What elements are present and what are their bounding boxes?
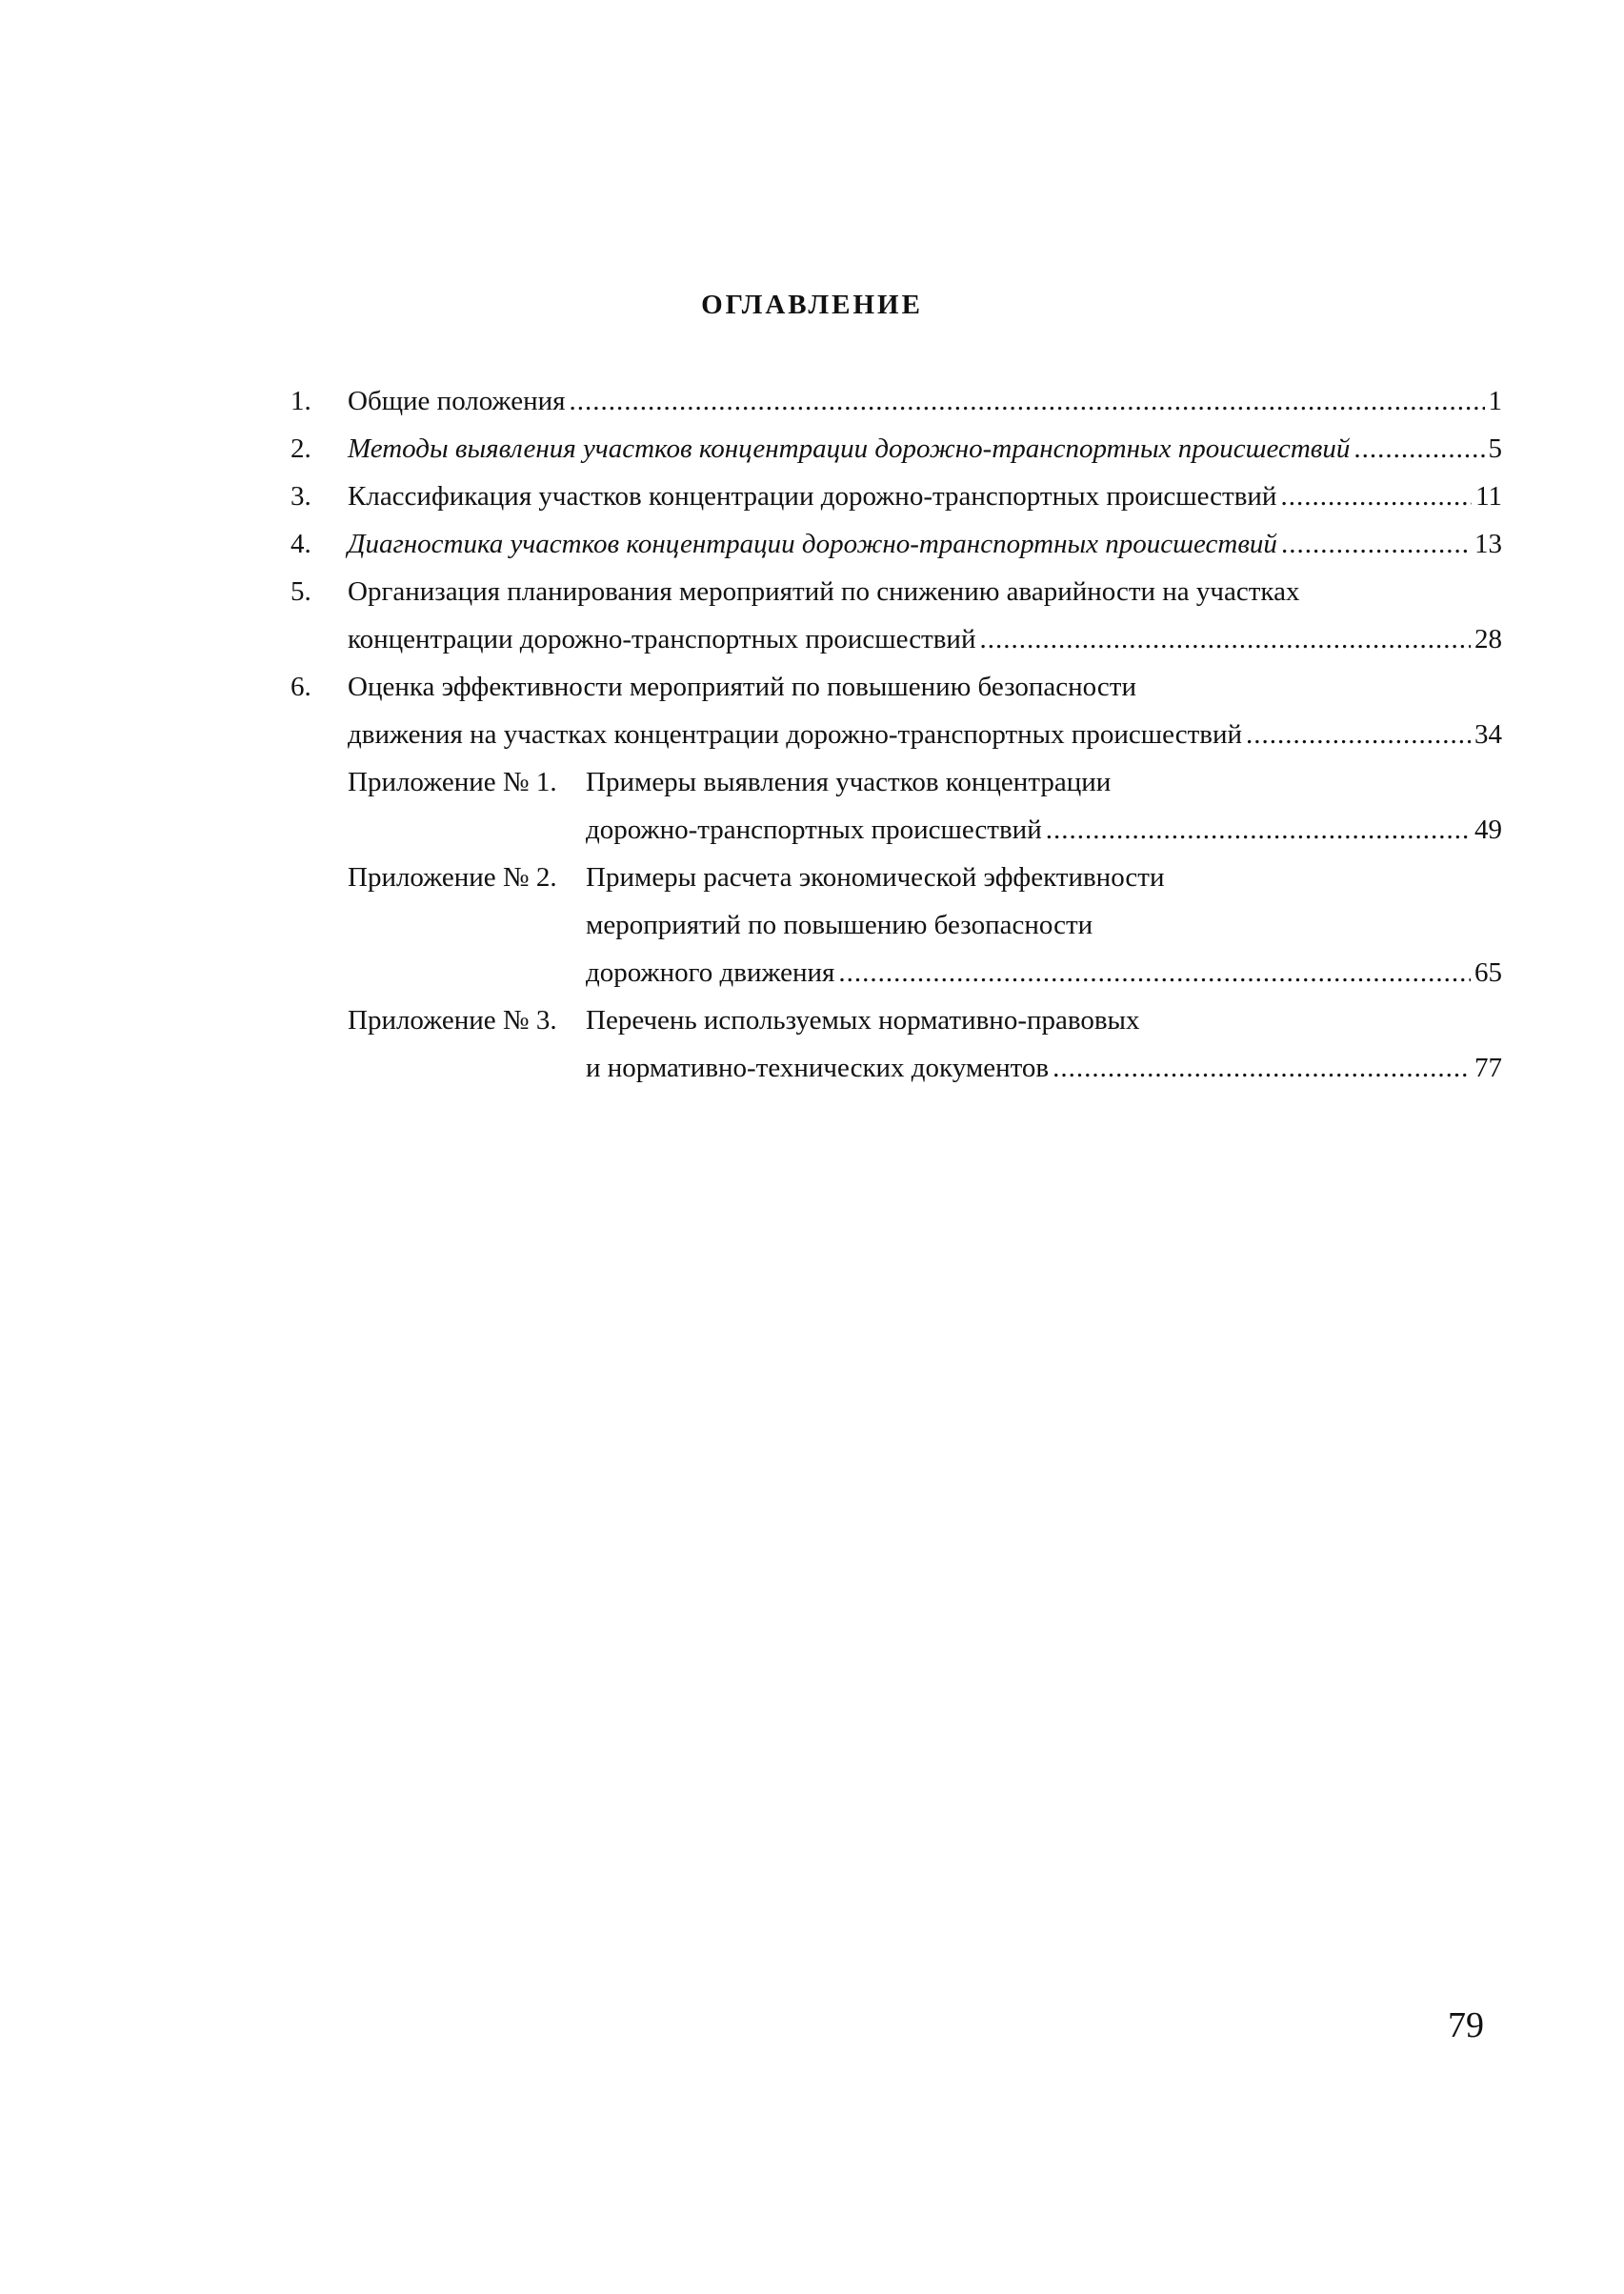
toc-entry-number: 5. [291,576,311,607]
appendix-title-line-1: Примеры расчета экономической эффективности [586,862,1165,893]
toc-entry-number: 3. [291,481,311,512]
appendix-title-line-1: Примеры выявления участков концентрации [586,767,1112,797]
toc-entry-number: 4. [291,529,311,559]
toc-entry-number: 2. [291,433,311,464]
toc-entry-title-line-2: концентрации дорожно-транспортных происшествий [348,624,976,654]
dot-leader [838,949,1471,996]
dot-leader [1246,711,1471,758]
toc-entry-title: Методы выявления участков концентрации дорожно-транспортных происшествий [348,433,1351,464]
appendix-title-line-2: дорожно-транспортных происшествий [586,815,1042,845]
toc-entry-title-line-1: Оценка эффективности мероприятий по повышению безопасности [348,672,1136,702]
appendix-title-line-2: мероприятий по повышению безопасности [586,910,1093,940]
toc-entry-page: 34 [1474,719,1502,750]
toc-appendix-1[interactable] [291,758,1502,854]
dot-leader [979,615,1471,663]
appendix-label: Приложение № 3. [348,1005,557,1036]
toc-entry-number: 6. [291,672,311,702]
toc-appendix-2[interactable] [291,854,1502,996]
dot-leader [1046,806,1471,854]
toc-entry-4[interactable] [291,520,1502,568]
dot-leader [1281,520,1471,568]
toc-title: ОГЛАВЛЕНИЕ [701,290,923,320]
dot-leader [1353,425,1484,473]
appendix-page: 49 [1474,815,1502,845]
toc-entry-page: 5 [1488,433,1502,464]
toc-entry-title: Диагностика участков концентрации дорожно-транспортных происшествий [348,529,1277,559]
toc-entry-title: Классификация участков концентрации дорожно-транспортных происшествий [348,481,1277,512]
table-of-contents [291,377,1502,1092]
dot-leader [1053,1044,1471,1092]
toc-appendix-3[interactable] [291,996,1502,1092]
appendix-title-line-1: Перечень используемых нормативно-правовых [586,1005,1140,1036]
toc-entry-number: 1. [291,386,311,416]
toc-entry-3[interactable] [291,473,1502,520]
appendix-title-line-2: и нормативно-технических документов [586,1053,1050,1083]
toc-entry-2[interactable] [291,425,1502,473]
toc-entry-1[interactable] [291,377,1502,425]
page-number: 79 [1448,2005,1484,2045]
toc-entry-page: 28 [1474,624,1502,654]
toc-entry-6[interactable] [291,663,1502,758]
appendix-page: 65 [1474,957,1502,988]
appendix-title-line-3: дорожного движения [586,957,835,988]
toc-entry-page: 11 [1475,481,1502,512]
dot-leader [1280,473,1472,520]
dot-leader [569,377,1484,425]
toc-entry-title-line-1: Организация планирования мероприятий по снижению аварийности на участках [348,576,1300,607]
toc-entry-title-line-2: движения на участках концентрации дорожно-транспортных происшествий [348,719,1243,750]
toc-entry-page: 1 [1488,386,1502,416]
toc-entry-5[interactable] [291,568,1502,663]
toc-entry-title: Общие положения [348,386,566,416]
appendix-label: Приложение № 2. [348,862,557,893]
appendix-page: 77 [1474,1053,1502,1083]
toc-entry-page: 13 [1474,529,1502,559]
appendix-label: Приложение № 1. [348,767,557,797]
